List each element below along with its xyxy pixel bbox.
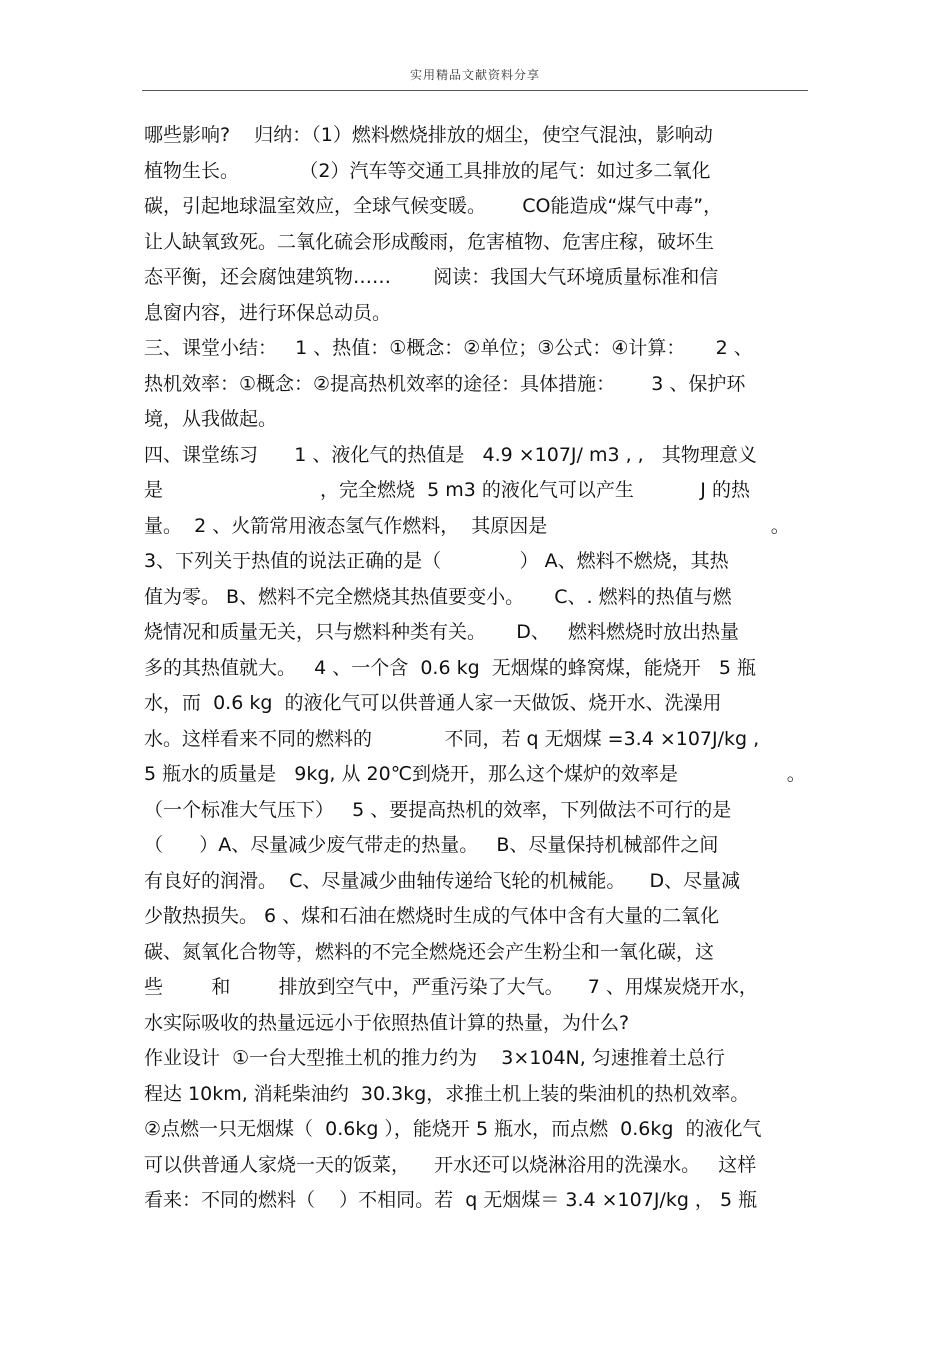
text-line: 哪些影响? 归纳：（1）燃料燃烧排放的烟尘，使空气混浊，影响动 xyxy=(144,124,713,146)
text-line: 量。 2 、火箭常用液态氢气作燃料， 其原因是 。 xyxy=(144,514,790,537)
text-line: 境，从我做起。 xyxy=(144,408,278,430)
text-line: 水。这样看来不同的燃料的 不同，若 q 无烟煤 =3.4 ×107J/kg , xyxy=(144,727,760,750)
text-line: 四、课堂练习 1 、液化气的热值是 4.9 ×107J/ m3 , , 其物理意义 xyxy=(144,443,757,466)
text-line: 态平衡，还会腐蚀建筑物…… 阅读：我国大气环境质量标准和信 xyxy=(144,266,719,288)
text-line: 有良好的润滑。 C、尽量减少曲轴传递给飞轮的机械能。 D、尽量减 xyxy=(144,869,741,892)
text-line: 植物生长。 （2）汽车等交通工具排放的尾气：如过多二氧化 xyxy=(144,159,711,182)
text-line: 少散热损失。 6 、煤和石油在燃烧时生成的气体中含有大量的二氧化 xyxy=(144,905,720,927)
text-line: 热机效率：①概念：②提高热机效率的途径：具体措施： 3 、保护环 xyxy=(144,372,746,395)
text-line: 水，而 0.6 kg 的液化气可以供普通人家一天做饭、烧开水、洗澡用 xyxy=(144,692,722,714)
text-line: （一个标准大气压下） 5 、要提高热机的效率，下列做法不可行的是 xyxy=(144,798,732,821)
text-line: 值为零。 B、燃料不完全燃烧其热值要变小。 C、. 燃料的热值与燃 xyxy=(144,585,732,608)
text-line: 可以供普通人家烧一天的饭菜， 开水还可以烧淋浴用的洗澡水。 这样 xyxy=(144,1153,757,1176)
text-line: 碳、氮氧化合物等，燃料的不完全燃烧还会产生粉尘和一氧化碳，这 xyxy=(144,940,715,963)
text-line: 三、课堂小结： 1 、热值：①概念：②单位；③公式：④计算： 2 、 xyxy=(144,337,753,359)
text-line: 看来：不同的燃料（ ）不相同。若 q 无烟煤＝ 3.4 ×107J/kg ， 5 瓶 xyxy=(144,1189,758,1211)
text-line: 多的其热值就大。 4 、一个含 0.6 kg 无烟煤的蜂窝煤，能烧开 5 瓶 xyxy=(144,656,756,679)
document-body xyxy=(144,118,824,1219)
text-line: 3、下列关于热值的说法正确的是（ ） A、燃料不燃烧，其热 xyxy=(144,550,729,572)
text-line: 些 和 排放到空气中，严重污染了大气。 7 、用煤炭烧开水， xyxy=(144,976,758,998)
text-line: 碳，引起地球温室效应，全球气候变暖。 CO能造成“煤气中毒”， xyxy=(144,195,723,217)
text-line: （ ）A、尽量减少废气带走的热量。 B、尽量保持机械部件之间 xyxy=(144,834,719,856)
text-line: 是 ，完全燃烧 5 m3 的液化气可以产生 J 的热 xyxy=(144,479,750,501)
text-line: 息窗内容，进行环保总动员。 xyxy=(144,301,392,324)
text-line: ②点燃一只无烟煤（ 0.6kg ），能烧开 5 瓶水，而点燃 0.6kg 的液化气 xyxy=(144,1118,762,1140)
page-header: 实用精品文献资料分享 xyxy=(409,68,540,82)
text-line: 水实际吸收的热量远远小于依照热值计算的热量，为什么? xyxy=(144,1011,630,1034)
text-line: 烧情况和质量无关，只与燃料种类有关。 D、 燃料燃烧时放出热量 xyxy=(144,621,739,643)
text-line: 作业设计 ①一台大型推土机的推力约为 3×104N, 匀速推着土总行 xyxy=(144,1047,725,1069)
text-line: 程达 10km, 消耗柴油约 30.3kg，求推土机上装的柴油机的热机效率。 xyxy=(144,1082,750,1105)
text-line: 5 瓶水的质量是 9kg, 从 20℃到烧开，那么这个煤炉的效率是 。 xyxy=(144,763,806,785)
header-rule xyxy=(142,90,808,91)
text-line: 让人缺氧致死。二氧化硫会形成酸雨，危害植物、危害庄稼，破坏生 xyxy=(144,230,715,253)
